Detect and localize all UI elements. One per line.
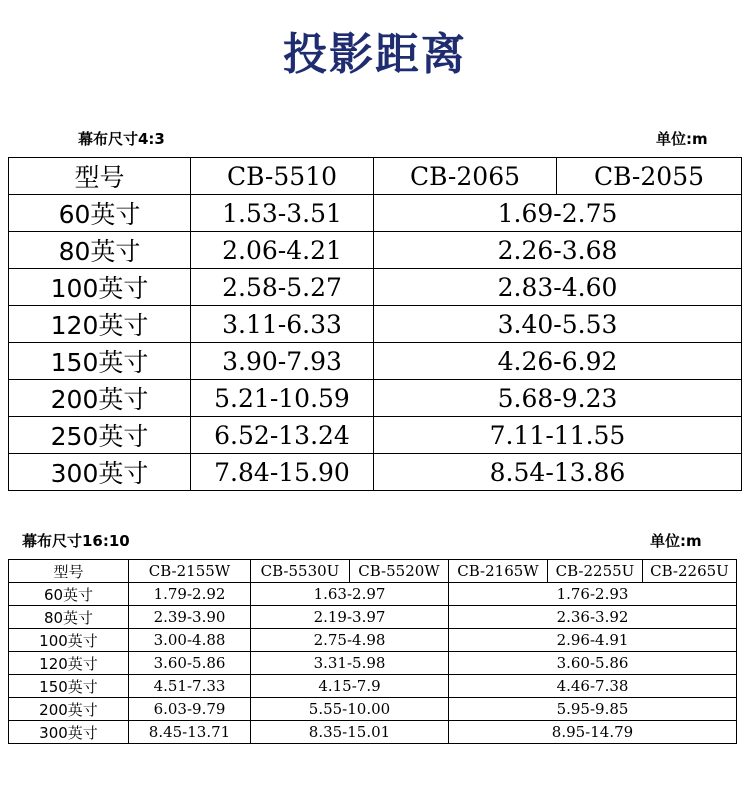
screen-size-cell: 150英寸	[9, 675, 129, 698]
screen-size-cell: 300英寸	[9, 454, 191, 491]
distance-cell: 4.15-7.9	[251, 675, 449, 698]
distance-cell: 3.60-5.86	[129, 652, 251, 675]
screen-size-cell: 100英寸	[9, 629, 129, 652]
screen-size-cell: 250英寸	[9, 417, 191, 454]
distance-cell: 4.46-7.38	[449, 675, 737, 698]
distance-cell: 8.54-13.86	[374, 454, 742, 491]
distance-cell: 1.53-3.51	[191, 195, 374, 232]
throw-distance-table-4-3	[8, 157, 742, 491]
screen-size-cell: 80英寸	[9, 606, 129, 629]
distance-cell: 1.76-2.93	[449, 583, 737, 606]
table-row	[9, 652, 737, 675]
table-row	[9, 698, 737, 721]
model-cb-2255u: CB-2255U	[548, 560, 643, 583]
table-row	[9, 583, 737, 606]
screen-size-cell: 120英寸	[9, 306, 191, 343]
distance-cell: 2.06-4.21	[191, 232, 374, 269]
table-row	[9, 306, 742, 343]
table-row	[9, 380, 742, 417]
distance-cell: 7.11-11.55	[374, 417, 742, 454]
table-row	[9, 629, 737, 652]
screen-size-cell: 60英寸	[9, 583, 129, 606]
distance-cell: 3.00-4.88	[129, 629, 251, 652]
screen-ratio-caption-16-10: 幕布尺寸16:10	[22, 532, 130, 550]
screen-size-cell: 300英寸	[9, 721, 129, 744]
distance-cell: 3.40-5.53	[374, 306, 742, 343]
table-row	[9, 675, 737, 698]
table-row	[9, 417, 742, 454]
screen-size-cell: 60英寸	[9, 195, 191, 232]
distance-cell: 8.35-15.01	[251, 721, 449, 744]
distance-cell: 1.69-2.75	[374, 195, 742, 232]
table-header-row	[9, 158, 742, 195]
distance-cell: 2.96-4.91	[449, 629, 737, 652]
table-row	[9, 232, 742, 269]
table-row	[9, 721, 737, 744]
table-row	[9, 195, 742, 232]
model-cb-2265u: CB-2265U	[643, 560, 737, 583]
distance-cell: 2.19-3.97	[251, 606, 449, 629]
distance-cell: 3.31-5.98	[251, 652, 449, 675]
distance-cell: 3.90-7.93	[191, 343, 374, 380]
table-row	[9, 343, 742, 380]
distance-cell: 5.21-10.59	[191, 380, 374, 417]
model-cb-2155w: CB-2155W	[129, 560, 251, 583]
screen-ratio-caption-4-3: 幕布尺寸4:3	[78, 130, 165, 148]
distance-cell: 5.55-10.00	[251, 698, 449, 721]
distance-cell: 3.11-6.33	[191, 306, 374, 343]
screen-size-cell: 80英寸	[9, 232, 191, 269]
unit-label-16-10: 单位:m	[650, 532, 702, 550]
distance-cell: 8.95-14.79	[449, 721, 737, 744]
distance-cell: 2.75-4.98	[251, 629, 449, 652]
distance-cell: 2.26-3.68	[374, 232, 742, 269]
distance-cell: 1.79-2.92	[129, 583, 251, 606]
table-header-row	[9, 560, 737, 583]
screen-size-cell: 150英寸	[9, 343, 191, 380]
distance-cell: 4.51-7.33	[129, 675, 251, 698]
throw-distance-table-16-10	[8, 559, 737, 744]
distance-cell: 4.26-6.92	[374, 343, 742, 380]
table-row	[9, 269, 742, 306]
page-title: 投影距离	[283, 29, 467, 80]
screen-size-cell: 200英寸	[9, 698, 129, 721]
unit-label-4-3: 单位:m	[656, 130, 708, 148]
model-header: 型号	[9, 158, 191, 195]
distance-cell: 8.45-13.71	[129, 721, 251, 744]
distance-cell: 1.63-2.97	[251, 583, 449, 606]
screen-size-cell: 100英寸	[9, 269, 191, 306]
table-row	[9, 606, 737, 629]
model-cb-5520w: CB-5520W	[350, 560, 449, 583]
table-row	[9, 454, 742, 491]
distance-cell: 2.39-3.90	[129, 606, 251, 629]
model-cb-2165w: CB-2165W	[449, 560, 548, 583]
model-cb-2055: CB-2055	[557, 158, 742, 195]
screen-size-cell: 200英寸	[9, 380, 191, 417]
distance-cell: 6.52-13.24	[191, 417, 374, 454]
distance-cell: 2.83-4.60	[374, 269, 742, 306]
distance-cell: 3.60-5.86	[449, 652, 737, 675]
distance-cell: 2.36-3.92	[449, 606, 737, 629]
screen-size-cell: 120英寸	[9, 652, 129, 675]
distance-cell: 6.03-9.79	[129, 698, 251, 721]
model-cb-5510: CB-5510	[191, 158, 374, 195]
distance-cell: 5.95-9.85	[449, 698, 737, 721]
model-header: 型号	[9, 560, 129, 583]
distance-cell: 2.58-5.27	[191, 269, 374, 306]
distance-cell: 5.68-9.23	[374, 380, 742, 417]
distance-cell: 7.84-15.90	[191, 454, 374, 491]
model-cb-2065: CB-2065	[374, 158, 557, 195]
model-cb-5530u: CB-5530U	[251, 560, 350, 583]
